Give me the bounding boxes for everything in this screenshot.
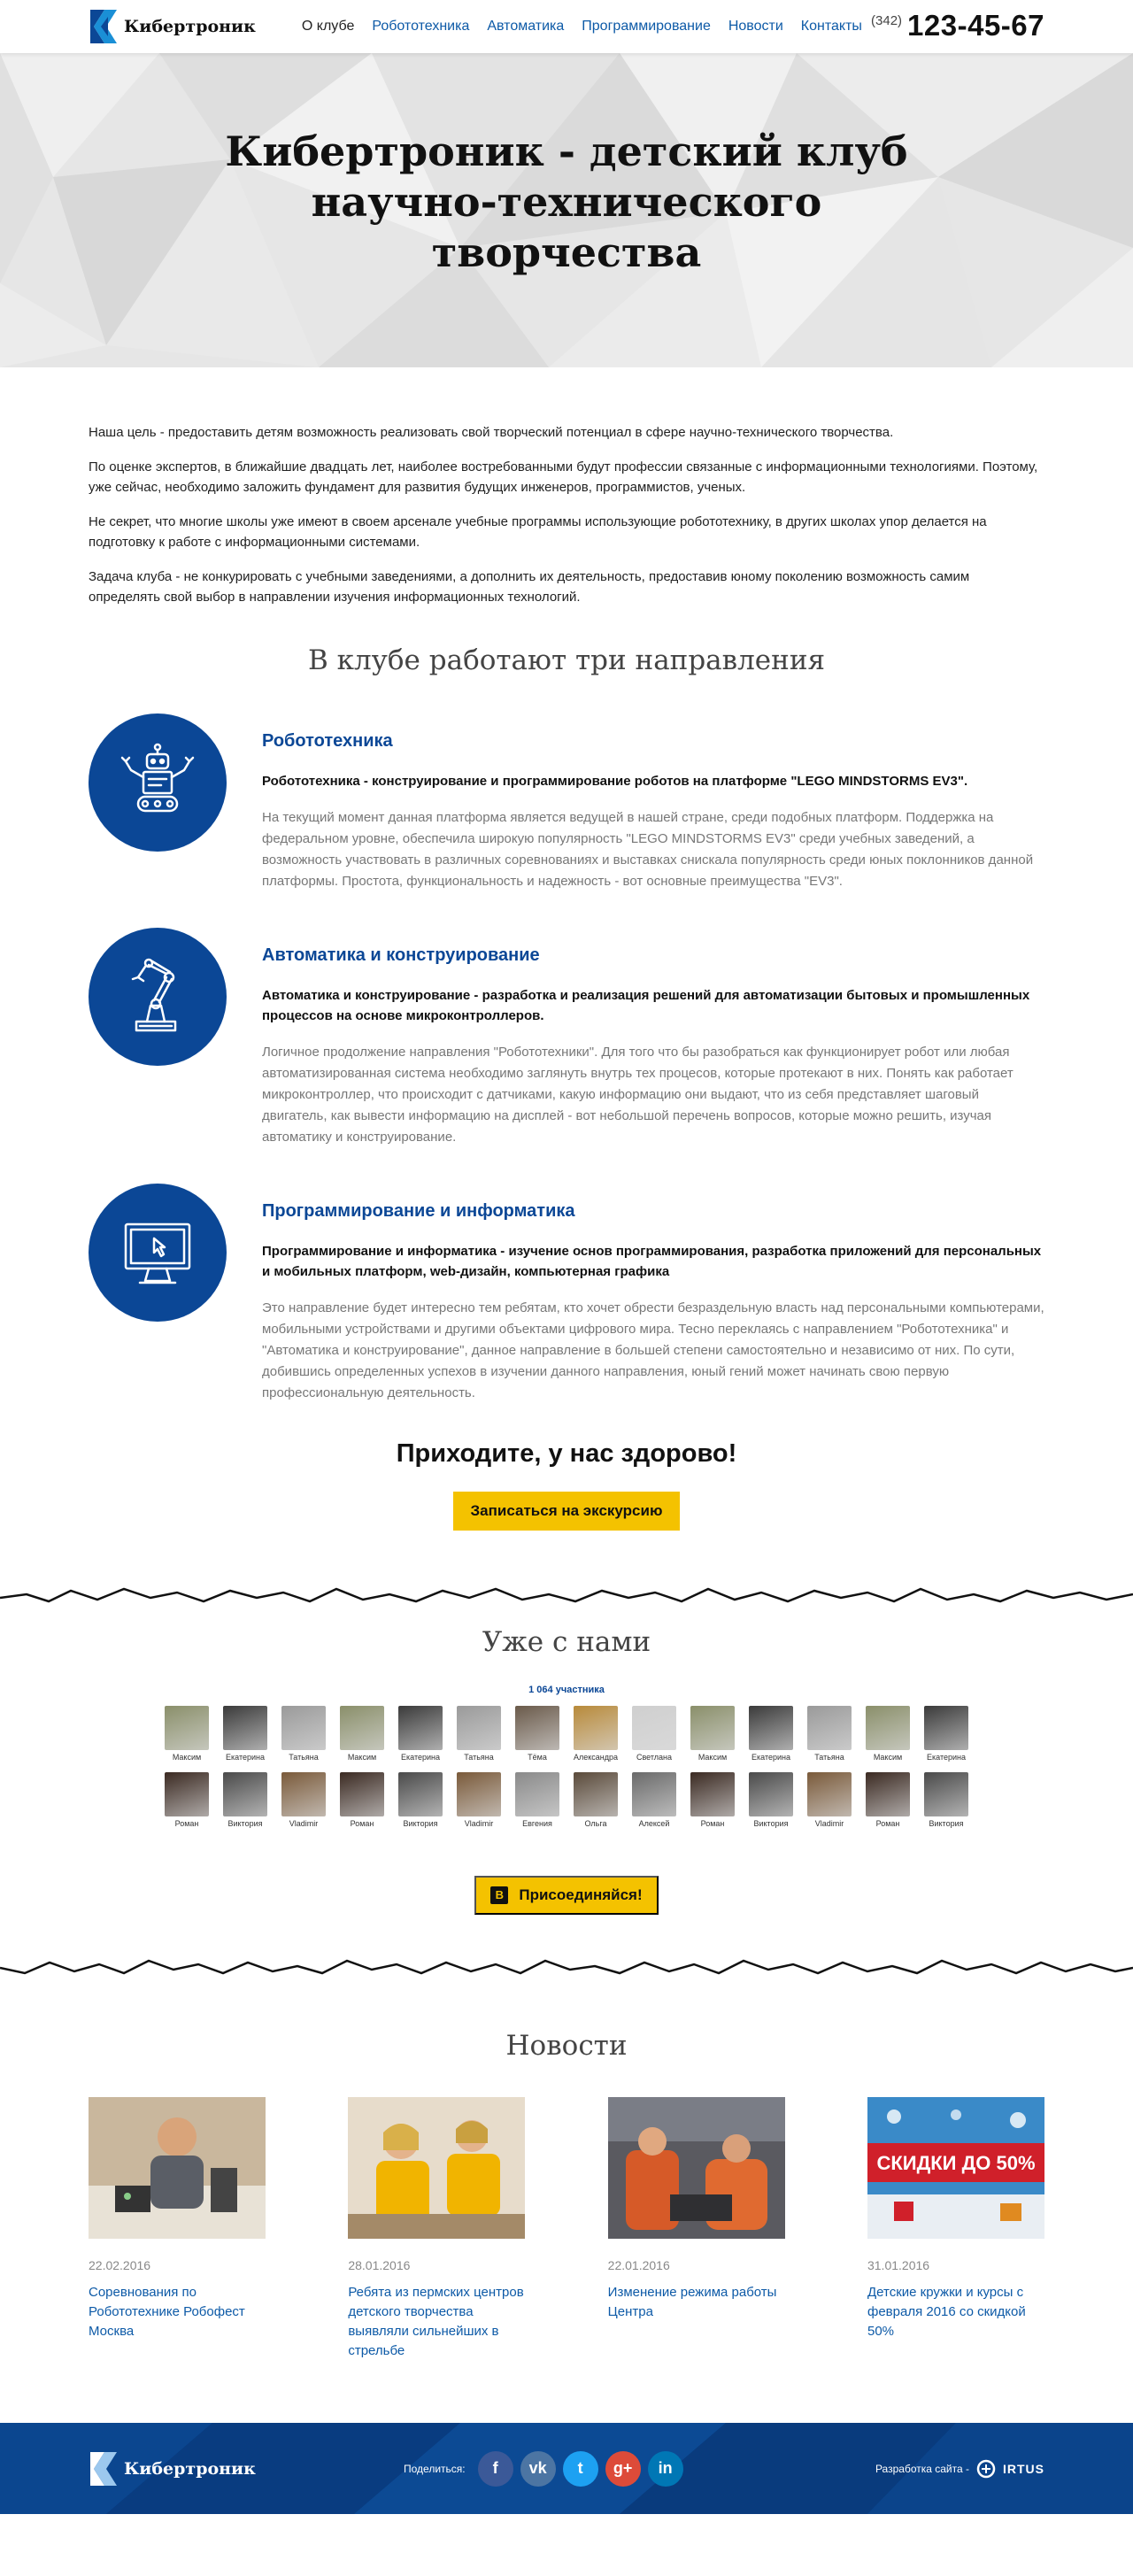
developer-credit bbox=[875, 2459, 1044, 2479]
direction-lead: Автоматика и конструирование - разработка и реализация решений для автоматизации бытовых и промышленных процессов на основе микроконтроллеров. bbox=[262, 988, 1030, 1023]
direction-lead: Робототехника - конструирование и программирование роботов на платформе "LEGO MINDSTORMS EV3". bbox=[262, 774, 968, 789]
member-avatar[interactable] bbox=[805, 1772, 854, 1828]
hero-banner bbox=[0, 53, 1133, 367]
dev-label: Разработка сайта - bbox=[875, 2462, 969, 2475]
member-name: Роман bbox=[875, 1819, 900, 1828]
avatar-photo bbox=[632, 1772, 676, 1816]
directions-list bbox=[89, 713, 1044, 1404]
member-avatar[interactable] bbox=[162, 1706, 212, 1762]
nav-item[interactable]: Контакты bbox=[800, 19, 862, 34]
member-avatar[interactable] bbox=[571, 1706, 620, 1762]
avatar-photo bbox=[398, 1706, 443, 1750]
excursion-button[interactable]: Записаться на экскурсию bbox=[453, 1492, 681, 1531]
intro-paragraph: Задача клуба - не конкурировать с учебными заведениями, а дополнить их деятельность, предоставив юному поколению возможность самим определять свой выбор в направлении изучения информационных технологий. bbox=[89, 569, 970, 605]
member-name: Виктория bbox=[753, 1819, 789, 1828]
direction-description: Логичное продолжение направления "Робототехники". Для того что бы разобраться как функционирует робот или любая автоматизированная система необходимо заглянуть внутрь тех процесов, которые протекают в них. Понять как работает микроконтроллер, что происходит с датчиками, какую информацию они выдают, что из себя представляет шаговый двигатель, как вывести информацию на дисплей - вот небольшой перечень вопросов, которые можно решить, изучая автоматику и конструирование. bbox=[262, 1045, 1014, 1145]
avatar-photo bbox=[340, 1772, 384, 1816]
site-footer bbox=[0, 2423, 1133, 2514]
avatar-photo bbox=[749, 1706, 793, 1750]
news-link[interactable]: Изменение режима работы Центра bbox=[607, 2285, 777, 2319]
member-avatar[interactable] bbox=[921, 1706, 971, 1762]
member-name: Максим bbox=[172, 1753, 202, 1762]
facebook-icon[interactable]: f bbox=[478, 2451, 513, 2487]
member-avatar[interactable] bbox=[454, 1772, 504, 1828]
news-link[interactable]: Соревнования по Робототехнике Робофест Москва bbox=[89, 2285, 245, 2339]
member-avatar[interactable] bbox=[396, 1772, 445, 1828]
news-date: 28.01.2016 bbox=[348, 2258, 411, 2272]
direction-automation bbox=[89, 928, 1044, 1148]
member-name: Евгения bbox=[522, 1819, 552, 1828]
intro-paragraph: По оценке экспертов, в ближайшие двадцать лет, наиболее востребованными будут профессии связанные с информационными технологиями. Поэтому, уже сейчас, необходимо заложить фундамент для развития будущих инженеров, программистов, ученых. bbox=[89, 459, 1038, 495]
footer-logo[interactable] bbox=[89, 2450, 256, 2487]
member-avatar[interactable] bbox=[337, 1772, 387, 1828]
robot-icon bbox=[89, 713, 227, 852]
call-to-action bbox=[0, 1439, 1133, 1531]
avatar-photo bbox=[866, 1706, 910, 1750]
member-name: Максим bbox=[347, 1753, 377, 1762]
avatar-photo bbox=[574, 1772, 618, 1816]
avatar-photo bbox=[457, 1772, 501, 1816]
phone bbox=[871, 9, 1044, 42]
direction-robotics bbox=[89, 713, 1044, 892]
member-avatar[interactable] bbox=[863, 1706, 913, 1762]
member-name: Александра bbox=[573, 1753, 619, 1762]
avatar-photo bbox=[749, 1772, 793, 1816]
logo-text: Кибертроник bbox=[124, 17, 256, 36]
linkedin-icon[interactable]: in bbox=[648, 2451, 683, 2487]
nav-item[interactable]: Новости bbox=[728, 19, 783, 34]
member-name: Виктория bbox=[929, 1819, 964, 1828]
avatar-photo bbox=[281, 1772, 326, 1816]
member-name: Ольга bbox=[584, 1819, 607, 1828]
members-avatar-grid bbox=[138, 1706, 995, 1828]
direction-programming bbox=[89, 1184, 1044, 1404]
avatar-photo bbox=[165, 1706, 209, 1750]
members-count[interactable]: 1 064 участника bbox=[528, 1685, 605, 1695]
member-name: Екатерина bbox=[751, 1753, 790, 1762]
member-avatar[interactable] bbox=[629, 1772, 679, 1828]
news-link[interactable]: Детские кружки и курсы с февраля 2016 со скидкой 50% bbox=[867, 2285, 1026, 2339]
vk-icon: В bbox=[490, 1886, 508, 1904]
member-name: Татьяна bbox=[814, 1753, 844, 1762]
avatar-photo bbox=[223, 1706, 267, 1750]
hero-title-line: Кибертроник - детский клуб bbox=[225, 127, 908, 175]
members-section bbox=[0, 1614, 1133, 1915]
news-item bbox=[867, 2097, 1044, 2361]
members-title: Уже с нами bbox=[482, 1626, 651, 1658]
logo-icon bbox=[89, 2450, 119, 2487]
member-name: Виктория bbox=[227, 1819, 263, 1828]
intro-paragraph: Не секрет, что многие школы уже имеют в своем арсенале учебные программы использующие робототехнику, в других школах упор делается на подготовку к работе с информационными системами. bbox=[89, 514, 987, 550]
member-name: Роман bbox=[700, 1819, 725, 1828]
site-logo[interactable] bbox=[89, 8, 256, 45]
member-name: Vladimir bbox=[464, 1819, 494, 1828]
news-item bbox=[348, 2097, 525, 2361]
member-avatar[interactable] bbox=[279, 1706, 328, 1762]
avatar-photo bbox=[340, 1706, 384, 1750]
member-avatar[interactable] bbox=[629, 1706, 679, 1762]
avatar-photo bbox=[924, 1772, 968, 1816]
direction-title[interactable]: Автоматика и конструирование bbox=[262, 945, 540, 965]
news-date: 31.01.2016 bbox=[867, 2258, 930, 2272]
avatar-photo bbox=[398, 1772, 443, 1816]
member-avatar[interactable] bbox=[513, 1772, 562, 1828]
site-header bbox=[0, 0, 1133, 53]
google-plus-icon[interactable]: g+ bbox=[605, 2451, 641, 2487]
news-date: 22.02.2016 bbox=[89, 2258, 151, 2272]
direction-description: На текущий момент данная платформа является ведущей в нашей стране, среди подобных платформ. Поддержка на федеральном уровне, обеспечила широкую популярность "LEGO MINDSTORMS EV3" среди учебных заведений, а возможность участвовать в различных соревнованиях и выставках снискала популярность среди юных поклонников данной платформы. Простота, функциональность и надежность - вот основные преимущества "EV3". bbox=[262, 810, 1034, 889]
phone-number[interactable]: 123-45-67 bbox=[907, 9, 1044, 42]
member-avatar[interactable] bbox=[688, 1772, 737, 1828]
share-label: Поделиться: bbox=[404, 2462, 466, 2475]
news-image[interactable] bbox=[89, 2097, 266, 2239]
member-avatar[interactable] bbox=[279, 1772, 328, 1828]
member-name: Тёма bbox=[528, 1753, 547, 1762]
member-avatar[interactable] bbox=[513, 1706, 562, 1762]
avatar-photo bbox=[690, 1706, 735, 1750]
avatar-photo bbox=[807, 1706, 852, 1750]
hero-title bbox=[0, 127, 1133, 278]
avatar-photo bbox=[223, 1772, 267, 1816]
intro-paragraph: Наша цель - предоставить детям возможность реализовать свой творческий потенциал в сфере научно-технического творчества. bbox=[89, 425, 894, 440]
member-avatar[interactable] bbox=[746, 1772, 796, 1828]
join-button-label: Присоединяйся! bbox=[519, 1886, 643, 1903]
avatar-photo bbox=[165, 1772, 209, 1816]
direction-title[interactable]: Робототехника bbox=[262, 731, 393, 751]
news-title: Новости bbox=[505, 2030, 628, 2062]
torn-edge-divider bbox=[0, 1950, 1133, 1986]
main-nav bbox=[293, 0, 871, 53]
member-avatar[interactable] bbox=[454, 1706, 504, 1762]
avatar-photo bbox=[457, 1706, 501, 1750]
avatar-photo bbox=[632, 1706, 676, 1750]
member-name: Светлана bbox=[636, 1753, 673, 1762]
avatar-photo bbox=[690, 1772, 735, 1816]
news-item bbox=[89, 2097, 266, 2361]
avatar-photo bbox=[281, 1706, 326, 1750]
member-avatar[interactable] bbox=[220, 1772, 270, 1828]
member-name: Алексей bbox=[638, 1819, 670, 1828]
robot-arm-icon bbox=[89, 928, 227, 1066]
irtus-logo-icon bbox=[976, 2459, 996, 2479]
member-name: Максим bbox=[873, 1753, 903, 1762]
vk-icon[interactable]: vk bbox=[520, 2451, 556, 2487]
phone-code: (342) bbox=[871, 13, 903, 28]
nav-item[interactable]: Робототехника bbox=[372, 19, 470, 34]
member-name: Виктория bbox=[403, 1819, 438, 1828]
member-avatar[interactable] bbox=[863, 1772, 913, 1828]
member-name: Максим bbox=[698, 1753, 728, 1762]
member-name: Татьяна bbox=[464, 1753, 494, 1762]
hero-title-line: творчества bbox=[431, 228, 702, 276]
member-name: Vladimir bbox=[289, 1819, 319, 1828]
intro-text bbox=[89, 367, 1044, 607]
news-image[interactable] bbox=[867, 2097, 1044, 2239]
nav-item[interactable]: О клубе bbox=[301, 19, 355, 34]
news-item bbox=[608, 2097, 785, 2361]
directions-title: В клубе работают три направления bbox=[307, 644, 826, 676]
member-name: Татьяна bbox=[289, 1753, 319, 1762]
logo-icon bbox=[89, 8, 119, 45]
member-name: Екатерина bbox=[927, 1753, 966, 1762]
monitor-icon bbox=[89, 1184, 227, 1322]
news-image[interactable] bbox=[348, 2097, 525, 2239]
nav-item[interactable]: Автоматика bbox=[487, 19, 565, 34]
twitter-icon[interactable]: t bbox=[563, 2451, 598, 2487]
direction-description: Это направление будет интересно тем ребятам, кто хочет обрести безраздельную власть над персональными компьютерами, мобильными устройствами и другими объектами цифрового мира. Тесно переклаясь с направлением "Робототехника" и "Автоматика и конструирование", данное направление в большей степени самостоятельно и независимо от них. По сути, добившись определенных успехов в изучении данного направления, юный гений может начинать свою первую профессиональную деятельность. bbox=[262, 1300, 1044, 1400]
member-avatar[interactable] bbox=[921, 1772, 971, 1828]
avatar-photo bbox=[515, 1772, 559, 1816]
join-button[interactable] bbox=[474, 1876, 658, 1915]
direction-title[interactable]: Программирование и информатика bbox=[262, 1201, 575, 1221]
direction-lead: Программирование и информатика - изучение основ программирования, разработка приложений для персональных и мобильных платформ, web-дизайн, компьютерная графика bbox=[262, 1244, 1042, 1279]
share-bar bbox=[404, 2451, 683, 2487]
cta-title: Приходите, у нас здорово! bbox=[396, 1439, 737, 1468]
member-avatar[interactable] bbox=[746, 1706, 796, 1762]
torn-edge-divider bbox=[0, 1578, 1133, 1614]
member-avatar[interactable] bbox=[688, 1706, 737, 1762]
news-link[interactable]: Ребята из пермских центров детского творчества выявляли сильнейших в стрельбе bbox=[348, 2285, 524, 2358]
news-image[interactable] bbox=[608, 2097, 785, 2239]
member-avatar[interactable] bbox=[571, 1772, 620, 1828]
member-avatar[interactable] bbox=[162, 1772, 212, 1828]
member-name: Роман bbox=[350, 1819, 374, 1828]
member-avatar[interactable] bbox=[396, 1706, 445, 1762]
avatar-photo bbox=[515, 1706, 559, 1750]
avatar-photo bbox=[866, 1772, 910, 1816]
avatar-photo bbox=[574, 1706, 618, 1750]
footer-logo-text: Кибертроник bbox=[124, 2458, 256, 2479]
dev-brand-link[interactable]: IRTUS bbox=[1003, 2461, 1044, 2476]
news-list bbox=[89, 2097, 1044, 2423]
avatar-photo bbox=[924, 1706, 968, 1750]
member-name: Роман bbox=[174, 1819, 199, 1828]
hero-title-line: научно-технического bbox=[311, 178, 822, 226]
member-avatar[interactable] bbox=[805, 1706, 854, 1762]
member-name: Екатерина bbox=[401, 1753, 440, 1762]
sale-banner-text: СКИДКИ ДО 50% bbox=[876, 2152, 1036, 2174]
member-avatar[interactable] bbox=[337, 1706, 387, 1762]
member-name: Vladimir bbox=[814, 1819, 844, 1828]
news-date: 22.01.2016 bbox=[607, 2258, 670, 2272]
avatar-photo bbox=[807, 1772, 852, 1816]
member-name: Екатерина bbox=[226, 1753, 265, 1762]
member-avatar[interactable] bbox=[220, 1706, 270, 1762]
nav-item[interactable]: Программирование bbox=[582, 19, 711, 34]
